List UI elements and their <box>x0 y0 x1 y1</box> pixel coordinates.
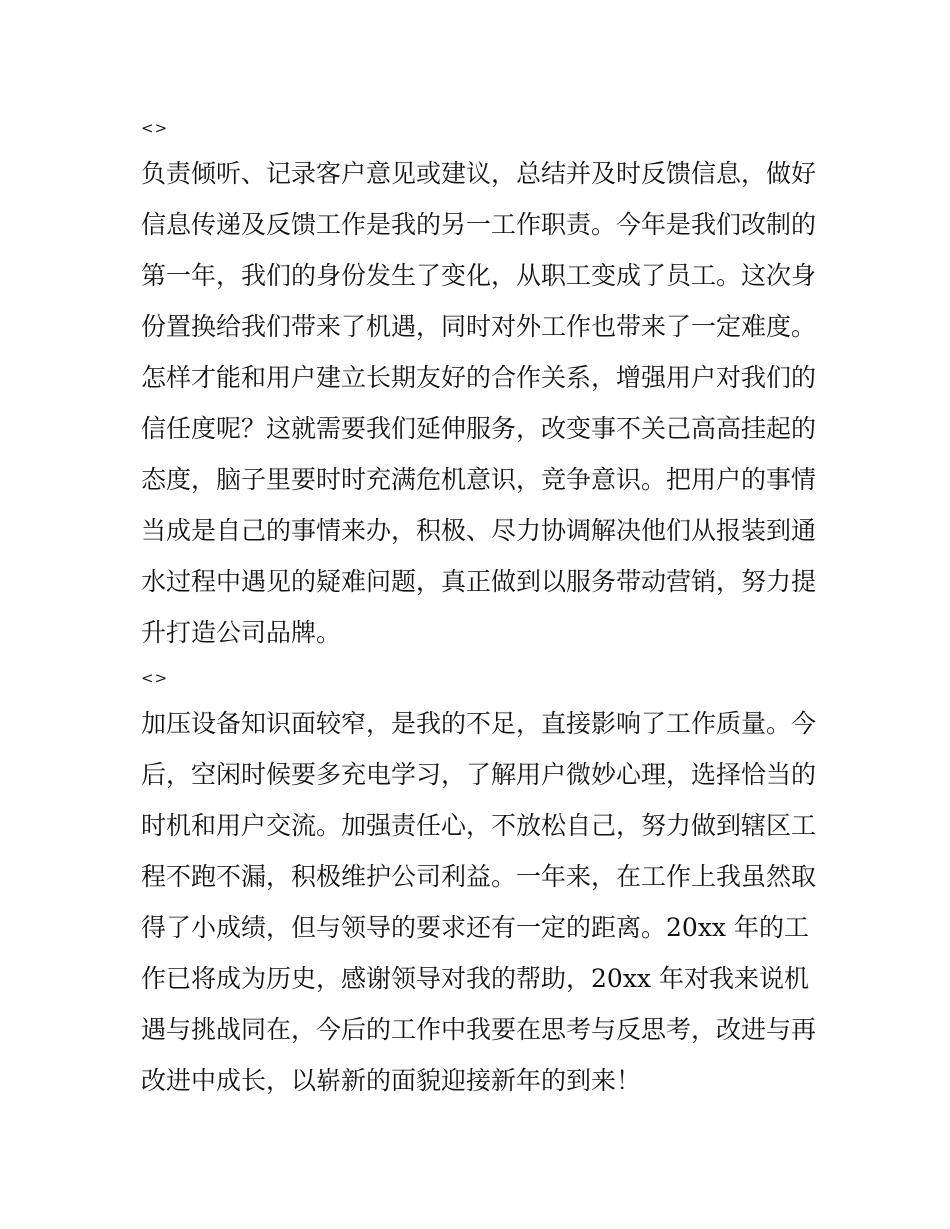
paragraph-line: 当成是自己的事情来办，积极、尽力协调解决他们从报装到通 <box>141 516 817 545</box>
paragraph-line: 升打造公司品牌。 <box>141 618 342 647</box>
document-body <box>141 108 831 1106</box>
paragraph-line: 后，空闲时候要多充电学习，了解用户微妙心理，选择恰当的 <box>141 760 817 789</box>
paragraph-line: 改进中成长，以崭新的面貌迎接新年的到来！ <box>141 1066 642 1095</box>
paragraph-line: 时机和用户交流。加强责任心，不放松自己，努力做到辖区工 <box>141 811 817 840</box>
paragraph-line: 信任度呢？这就需要我们延伸服务，改变事不关己高高挂起的 <box>141 414 817 443</box>
section-marker: <> <box>141 119 169 137</box>
paragraph-line: 遇与挑战同在，今后的工作中我要在思考与反思考，改进与再 <box>141 1015 817 1044</box>
paragraph-line: 份置换给我们带来了机遇，同时对外工作也带来了一定难度。 <box>141 312 817 341</box>
section-2 <box>141 658 831 1106</box>
paragraph-line: 得了小成绩，但与领导的要求还有一定的距离。20xx 年的工 <box>141 913 809 942</box>
section-marker: <> <box>141 669 169 687</box>
paragraph-line: 水过程中遇见的疑难问题，真正做到以服务带动营销，努力提 <box>141 567 817 596</box>
section-1 <box>141 108 831 658</box>
paragraph-line: 加压设备知识面较窄，是我的不足，直接影响了工作质量。今 <box>141 709 817 738</box>
paragraph-line: 信息传递及反馈工作是我的另一工作职责。今年是我们改制的 <box>141 210 817 239</box>
paragraph-line: 程不跑不漏，积极维护公司利益。一年来，在工作上我虽然取 <box>141 862 817 891</box>
paragraph-line: 负责倾听、记录客户意见或建议，总结并及时反馈信息，做好 <box>141 159 817 188</box>
paragraph-line: 态度，脑子里要时时充满危机意识，竞争意识。把用户的事情 <box>141 465 817 494</box>
paragraph-line: 作已将成为历史，感谢领导对我的帮助，20xx 年对我来说机 <box>141 964 809 993</box>
paragraph-line: 怎样才能和用户建立长期友好的合作关系，增强用户对我们的 <box>141 363 817 392</box>
paragraph-line: 第一年，我们的身份发生了变化，从职工变成了员工。这次身 <box>141 261 817 290</box>
